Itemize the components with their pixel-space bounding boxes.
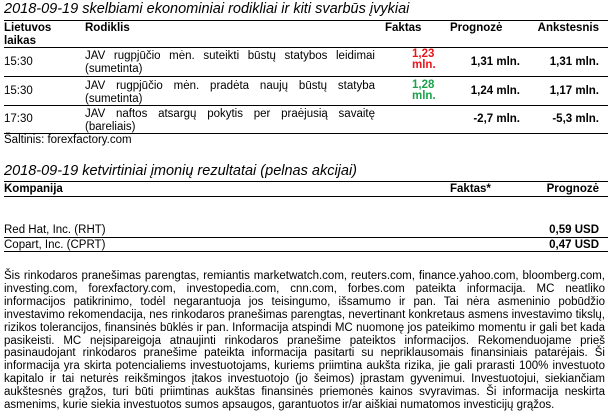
company-row1-forecast: 0,59 USD [549,224,599,236]
row2-previous: 1,17 mln. [549,85,599,97]
row1-rule [4,76,608,77]
section2-top-rule [4,181,608,182]
section1-header-rule [4,47,608,48]
row1-previous: 1,31 mln. [549,56,599,68]
row1-time: 15:30 [4,56,33,68]
row3-indicator: JAV naftos atsargų pokytis per praėjusią savaitę (bareliais) [85,108,375,133]
header-time: Lietuvos laikas [4,22,52,47]
row2-time: 15:30 [4,85,33,97]
header-actual-eps: Faktas* [450,183,491,195]
company-row2-forecast: 0,47 USD [549,239,599,251]
header-company: Kompanija [4,183,63,195]
row2-rule [4,105,608,106]
company-row2-rule [4,251,608,252]
header-previous: Ankstesnis [537,22,599,34]
row3-previous: -5,3 mln. [552,113,599,125]
row2-forecast: 1,24 mln. [470,85,520,97]
disclaimer-text: Šis rinkodaros pranešimas parengtas, remiantis marketwatch.com, reuters.com, finance.yahoo.com, bloomberg.com, investing.com, forexfactory.com, investopedia.com, cnn.com, forbes.com pateikta informacija. MC neatliko informacijos patikrinimo, todėl negarantuoja jos teisingumo, išsamumo ir pan. Tai nėra asmeninio pobūdžio investavimo rekomendacija, nes rinkodaros pranešimas parengtas, nevertinant konkretaus asmens investavimo tikslų, rizikos tolerancijos, finansinės būklės ir pan. Informacija atspindi MC nuomonę jos pateikimo momentu ir gali bet kada pasikeisti. MC neįsipareigoja atnaujinti rinkodaros pranešime pateiktos informacijos. Rekomenduojame prieš pasinaudojant rinkodaros pranešime pateikta informacija pasitarti su nepriklausomais finansiniais patarėjais. Ši informacija yra skirta potencialiems investuotojams, kuriems priimtina aukšta rizika, jie gali prarasti 100% investuoto kapitalo ir tai neturės reikšmingos įtakos investuotojo (jo šeimos) įprastam gyvenimui. Investuotojui, siekiančiam aukštesnės grąžos, turi būti priimtinas aukštas finansinės priemonės kainos svyravimas. Ši informacija neskirta asmenims, kurie siekia investuotos sumos apsaugos, garantuotos ir/ar aiškiai numatomos investicijų grąžos. [4,270,605,412]
section2-title: 2018-09-19 ketvirtiniai įmonių rezultatai (pelnas akcijai) [4,163,358,179]
row1-forecast: 1,31 mln. [470,56,520,68]
header-forecast-eps: Prognozė [546,183,599,195]
header-forecast: Prognozė [450,22,503,34]
company-row1-rule [4,237,608,238]
row2-actual: 1,28 mln. [412,79,436,102]
source-note: Šaltinis: forexfactory.com [4,134,132,146]
section2-header-rule [4,196,608,197]
header-actual: Faktas [385,22,422,34]
header-indicator: Rodiklis [85,22,130,34]
company-row2-name: Copart, Inc. (CPRT) [4,239,106,251]
row3-forecast: -2,7 mln. [473,113,520,125]
row2-indicator: JAV rugpjūčio mėn. pradėta naujų būstų statyba (sumetinta) [85,80,375,105]
company-row1-name: Red Hat, Inc. (RHT) [4,224,106,236]
row1-indicator: JAV rugpjūčio mėn. suteikti būstų statybos leidimai (sumetinta) [85,50,375,75]
section1-top-rule [4,20,608,21]
section1-title: 2018-09-19 skelbiami ekonominiai rodikliai ir kiti svarbūs įvykiai [4,1,410,17]
row3-time: 17:30 [4,113,33,125]
row1-actual: 1,23 mln. [412,48,436,71]
